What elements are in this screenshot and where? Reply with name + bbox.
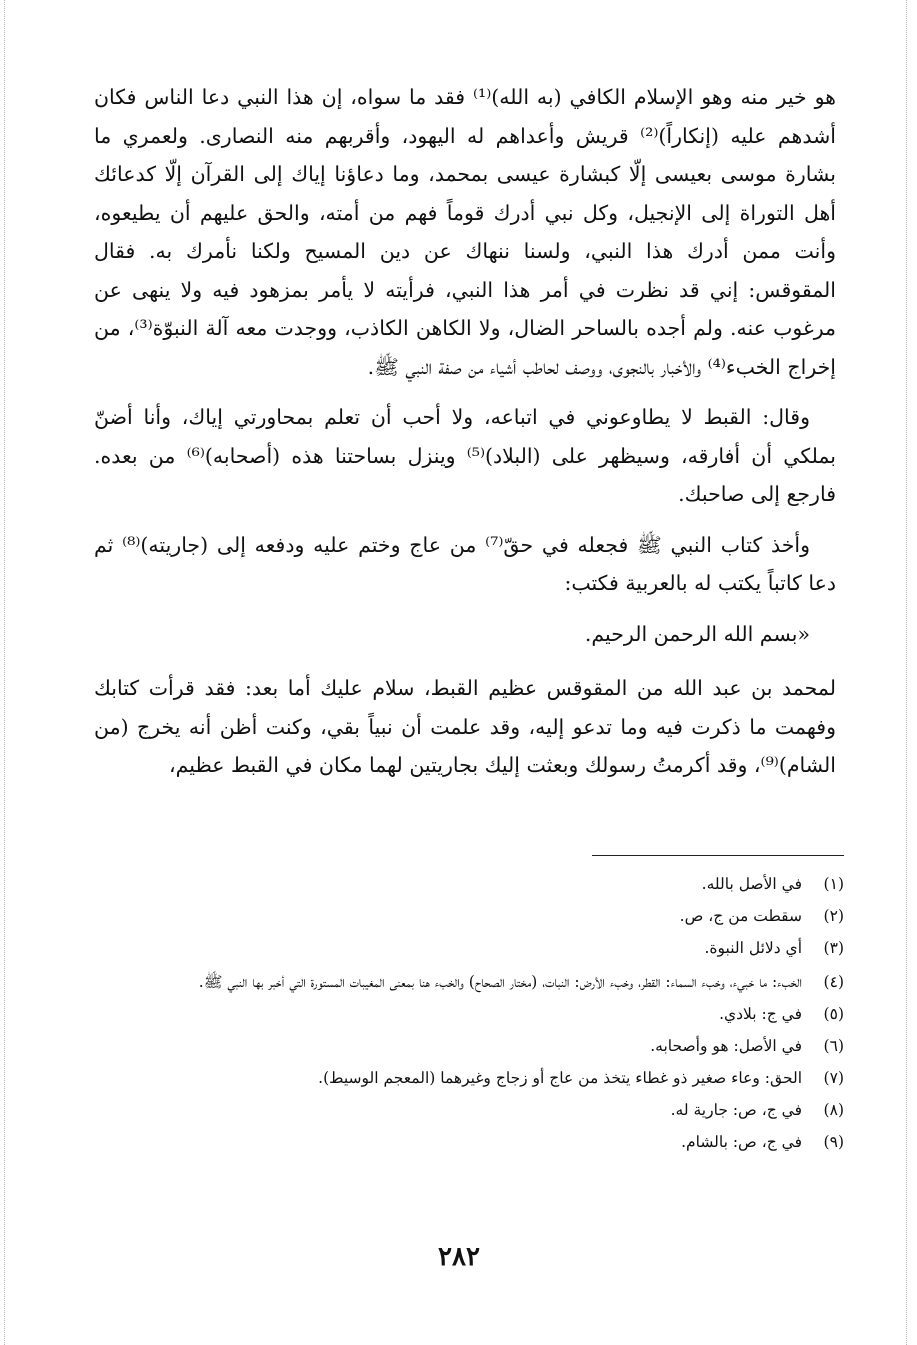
right-dotted-guide — [906, 0, 907, 1345]
basmala-line: «بسم الله الرحمن الرحيم. — [584, 621, 810, 646]
footnote-item — [92, 868, 844, 900]
footnote-item — [92, 900, 844, 932]
footnote-text: في ج: بلادي. — [719, 1005, 802, 1023]
footnote-text: في الأصل: هو وأصحابه. — [650, 1037, 802, 1055]
page-body — [94, 78, 836, 797]
paragraph: لمحمد بن عبد الله من المقوقس عظيم القبط، سلام عليك أما بعد: فقد قرأت كتابك وفهمت ما ذكرت فيه وما تدعو إليه، وقد علمت أن نبياً بقي، وكنت أظن أنه يخرج (من الشام)⁽⁹⁾، وقد أكرمتُ رسولك وبعثت إليك بجاريتين لهما مكان في القبط عظيم، — [94, 676, 836, 777]
page-number: ٢٨٢ — [438, 1242, 480, 1272]
paragraph: وأخذ كتاب النبي ﷺ فجعله في حقّ⁽⁷⁾ من عاج وختم عليه ودفعه إلى (جاريته)⁽⁸⁾ ثم دعا كاتباً يكتب له بالعربية فكتب: — [94, 532, 836, 595]
footnote-number: (٧) — [823, 1069, 844, 1087]
footnote-item — [92, 1094, 844, 1126]
footnote-number: (٥) — [823, 1005, 844, 1023]
footnote-text: الخبء: ما خبيء، وخبء السماء: القطر، وخبء الأرض: النبات، (مختار الصحاح) والخبء هنا بمعنى المغيبات المستورة التي أخبر بها النبي ﷺ. — [198, 973, 802, 991]
footnote-item — [92, 969, 844, 995]
footnote-item — [92, 932, 844, 964]
footnote-number: (٣) — [823, 939, 844, 957]
footnote-number: (٦) — [823, 1037, 844, 1055]
left-dotted-guide — [4, 0, 5, 1345]
footnote-text: في ج، ص: جارية له. — [670, 1101, 802, 1119]
paragraph: وقال: القبط لا يطاوعوني في اتباعه، ولا أحب أن تعلم بمحاورتي إياك، وأنا أضنّ بملكي أن أفارقه، وسيظهر على (البلاد)⁽⁵⁾ وينزل بساحتنا هذه (أصحابه)⁽⁶⁾ من بعده. فارجع إلى صاحبك. — [94, 405, 836, 506]
footnote-number: (٩) — [823, 1133, 844, 1151]
footnote-text: سقطت من ج، ص. — [679, 907, 802, 925]
footnote-number: (١) — [823, 875, 844, 893]
footnote-divider — [592, 855, 844, 856]
footnote-number: (٢) — [823, 907, 844, 925]
paragraph: هو خير منه وهو الإسلام الكافي (به الله)⁽¹⁾ فقد ما سواه، إن هذا النبي دعا الناس فكان أشدهم عليه (إنكاراً)⁽²⁾ قريش وأعداهم له اليهود، وأقربهم منه النصارى. ولعمري ما بشارة موسى بعيسى إلّا كبشارة عيسى بمحمد، وما دعاؤنا إياك إلى القرآن إلّا كدعائك أهل التوراة إلى الإنجيل، وكل نبي أدرك قوماً فهم من أمته، والحق عليهم أن يطيعوه، وأنت ممن أدرك هذا النبي، ولسنا ننهاك عن دين المسيح ولكنا نأمرك به. فقال المقوقس: إني قد نظرت في أمر هذا النبي، فرأيته لا يأمر بمزهود فيه ولا ينهى عن مرغوب عنه. ولم أجده بالساحر الضال، ولا الكاهن الكاذب، ووجدت معه آلة النبوّة⁽³⁾، من إخراج الخبء⁽⁴⁾ والأخبار بالنجوى، ووصف لحاطب أشياء من صفة النبي ﷺ. — [94, 85, 836, 379]
footnote-text: في ج، ص: بالشام. — [681, 1133, 802, 1151]
footnotes — [92, 868, 844, 1158]
footnote-number: (٤) — [823, 973, 844, 991]
footnote-item — [92, 998, 844, 1030]
footnote-text: في الأصل بالله. — [701, 875, 802, 893]
footnote-number: (٨) — [823, 1101, 844, 1119]
footnote-item — [92, 1126, 844, 1158]
footnote-text: الحق: وعاء صغير ذو غطاء يتخذ من عاج أو زجاج وغيرهما (المعجم الوسيط). — [318, 1069, 802, 1087]
footnote-item — [92, 1030, 844, 1062]
footnote-item — [92, 1062, 844, 1094]
footnote-text: أي دلائل النبوة. — [704, 939, 802, 957]
